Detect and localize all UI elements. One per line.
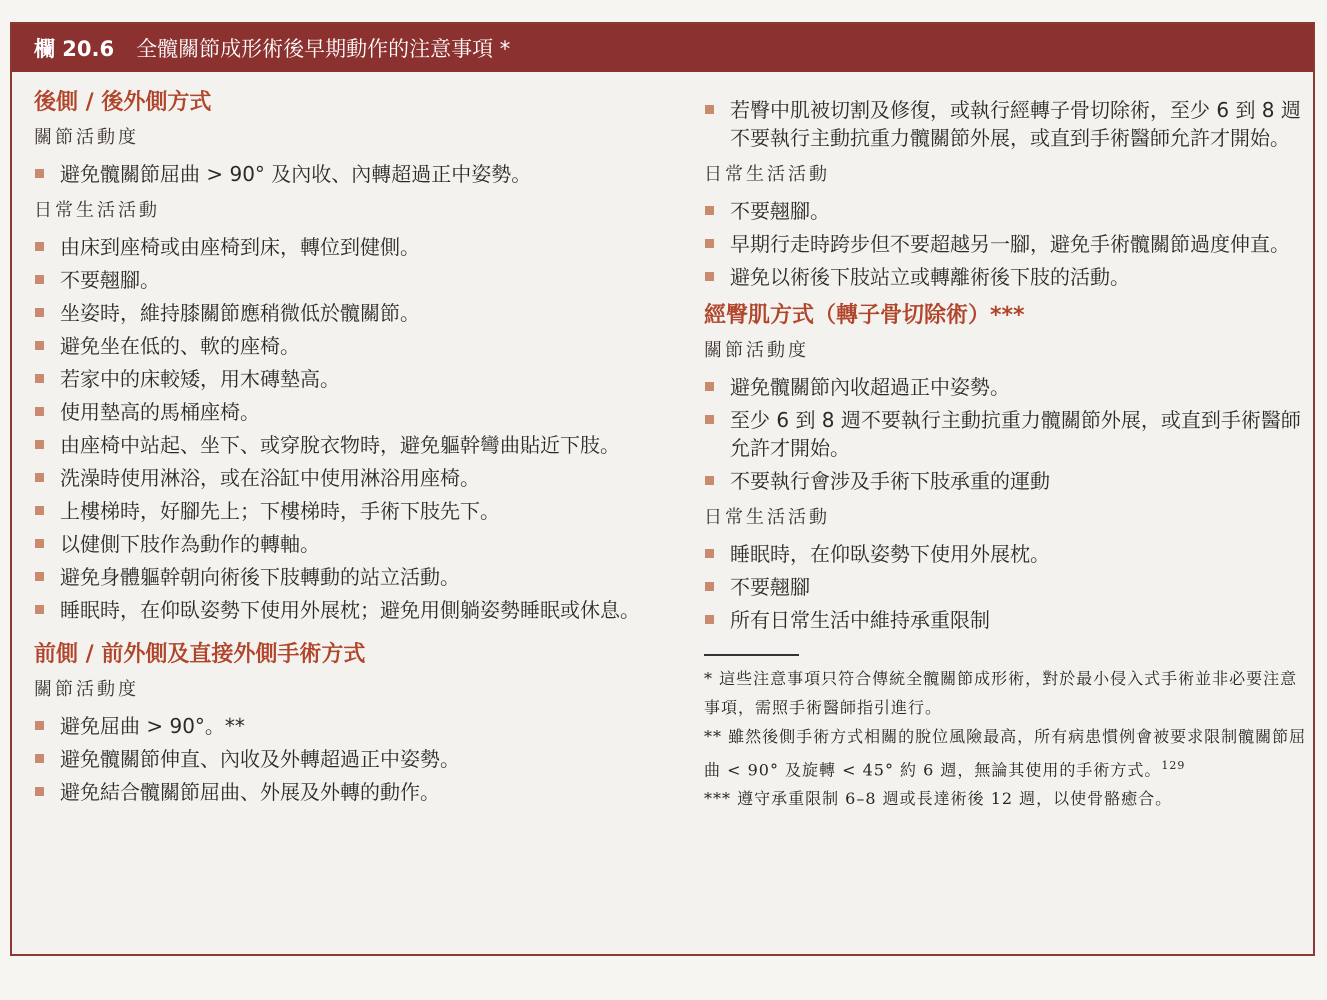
section-title-anterior: 前側 / 前外側及直接外側手術方式 [34,642,366,667]
footnote-divider [704,654,799,656]
footnote-2: ** 雖然後側手術方式相關的脫位風險最高，所有病患慣例會被要求限制髖關節屈曲 < 90° 及旋轉 < 45° 約 6 週，無論其使用的手術方式。$^{129}$ [704,727,1307,780]
list-item: 由床到座椅或由座椅到床，轉位到健側。 [34,233,674,261]
list-item: 以健側下肢作為動作的轉軸。 [34,530,674,558]
bullet-square-icon [35,169,44,178]
list-item: 所有日常生活中維持承重限制 [704,606,1309,634]
bullet-square-icon [705,272,714,281]
bullet-square-icon [705,582,714,591]
section-title-posterior: 後側 / 後外側方式 [34,90,212,115]
list-item: 若家中的床較矮，用木磚墊高。 [34,365,674,393]
bullet-square-icon [705,415,714,424]
bullet-square-icon [705,239,714,248]
subsection-rom: 關節活動度 [34,679,139,700]
section-title-transgluteal: 經臀肌方式（轉子骨切除術）*** [704,303,1025,328]
list-item: 上樓梯時，好腳先上；下樓梯時，手術下肢先下。 [34,497,674,525]
list-item: 不要翹腳 [704,573,1309,601]
list-item: 由座椅中站起、坐下、或穿脫衣物時，避免軀幹彎曲貼近下肢。 [34,431,674,459]
bullet-square-icon [705,615,714,624]
list-item: 睡眠時，在仰臥姿勢下使用外展枕。 [704,540,1309,568]
box-header [12,24,1313,72]
list-item: 避免身體軀幹朝向術後下肢轉動的站立活動。 [34,563,674,591]
bullet-square-icon [705,206,714,215]
list-item: 不要執行會涉及手術下肢承重的運動 [704,467,1309,495]
bullet-square-icon [35,440,44,449]
subsection-rom: 關節活動度 [34,127,139,148]
bullet-square-icon [35,374,44,383]
list-item: 避免坐在低的、軟的座椅。 [34,332,674,360]
bullet-square-icon [705,476,714,485]
footnote-3: *** 遵守承重限制 6–8 週或長達術後 12 週，以使骨骼癒合。 [704,789,1173,809]
info-box [10,22,1315,956]
bullet-square-icon [35,341,44,350]
bullet-square-icon [35,787,44,796]
bullet-square-icon [705,382,714,391]
left-column [34,86,674,811]
list-item: 避免髖關節伸直、內收及外轉超過正中姿勢。 [34,745,674,773]
list-item: 坐姿時，維持膝關節應稍微低於髖關節。 [34,299,674,327]
footnote-1: * 這些注意事項只符合傳統全髖關節成形術，對於最小侵入式手術並非必要注意事項，需照手術醫師指引進行。 [704,669,1298,717]
list-item: 使用墊高的馬桶座椅。 [34,398,674,426]
subsection-adl: 日常生活活動 [34,200,160,221]
bullet-square-icon [35,605,44,614]
list-item: 避免以術後下肢站立或轉離術後下肢的活動。 [704,263,1309,291]
bullet-square-icon [35,754,44,763]
list-item: 避免髖關節屈曲 > 90° 及內收、內轉超過正中姿勢。 [34,160,674,188]
list-item: 至少 6 到 8 週不要執行主動抗重力髖關節外展，或直到手術醫師允許才開始。 [704,406,1309,462]
bullet-square-icon [705,549,714,558]
list-item: 避免屈曲 > 90°。** [34,712,674,740]
list-item: 不要翹腳。 [34,266,674,294]
list-item: 不要翹腳。 [704,197,1309,225]
list-item: 避免髖關節內收超過正中姿勢。 [704,373,1309,401]
bullet-square-icon [35,407,44,416]
box-title: 全髖關節成形術後早期動作的注意事項 * [136,37,511,61]
subsection-rom: 關節活動度 [704,340,809,361]
bullet-square-icon [705,105,714,114]
list-item: 洗澡時使用淋浴，或在浴缸中使用淋浴用座椅。 [34,464,674,492]
list-item: 早期行走時跨步但不要超越另一腳，避免手術髖關節過度伸直。 [704,230,1309,258]
box-number: 欄 20.6 [34,37,115,61]
footnote-ref: 129 [1161,759,1186,772]
list-item: 避免結合髖關節屈曲、外展及外轉的動作。 [34,778,674,806]
list-item: 若臀中肌被切割及修復，或執行經轉子骨切除術，至少 6 到 8 週不要執行主動抗重力髖關節外展，或直到手術醫師允許才開始。 [704,96,1309,152]
bullet-square-icon [35,308,44,317]
list-item: 睡眠時，在仰臥姿勢下使用外展枕；避免用側躺姿勢睡眠或休息。 [34,596,674,624]
right-column [704,86,1309,813]
subsection-adl: 日常生活活動 [704,164,830,185]
bullet-square-icon [35,539,44,548]
bullet-square-icon [35,275,44,284]
bullet-square-icon [35,242,44,251]
bullet-square-icon [35,572,44,581]
bullet-square-icon [35,506,44,515]
bullet-square-icon [35,473,44,482]
bullet-square-icon [35,721,44,730]
subsection-adl: 日常生活活動 [704,507,830,528]
